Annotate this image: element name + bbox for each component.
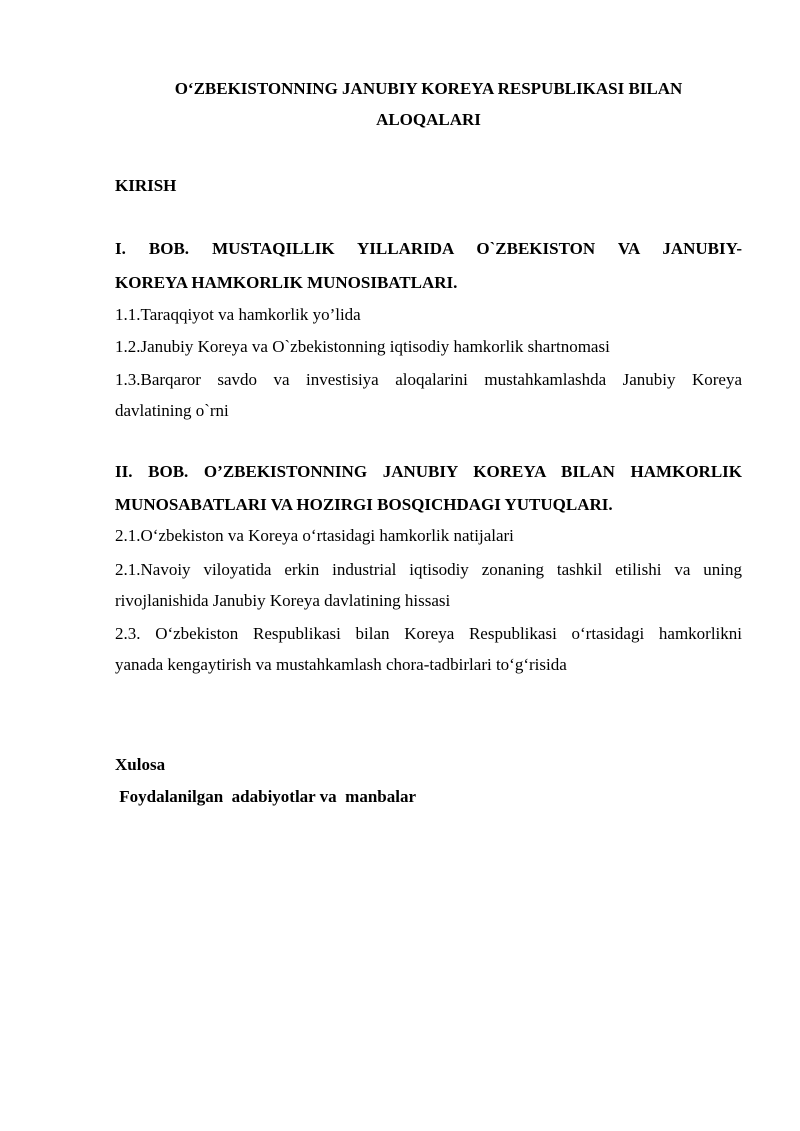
references-heading: Foydalanilgan adabiyotlar va manbalar: [115, 787, 417, 806]
chapter2-item-1: 2.1.O‘zbekiston va Koreya o‘rtasidagi hamkorlik natijalari: [115, 526, 514, 545]
chapter2-item-2-line-2: rivojlanishida Janubiy Koreya davlatining hissasi: [115, 591, 451, 610]
chapter1-item-1: 1.1.Taraqqiyot va hamkorlik yo’lida: [115, 305, 361, 324]
chapter1-item-2: 1.2.Janubiy Koreya va O`zbekistonning iqtisodiy hamkorlik shartnomasi: [115, 337, 610, 356]
conclusion-heading: Xulosa: [115, 755, 166, 774]
chapter1-heading-line-1: I. BOB. MUSTAQILLIK YILLARIDA O`ZBEKISTON VA JANUBIY-: [115, 239, 742, 258]
chapter2-item-3-line-2: yanada kengaytirish va mustahkamlash chora-tadbirlari to‘g‘risida: [115, 655, 567, 674]
chapter2-item-2-line-1: 2.1.Navoiy viloyatida erkin industrial iqtisodiy zonaning tashkil etilishi va uning: [115, 560, 742, 579]
title-line-1: O‘ZBEKISTONNING JANUBIY KOREYA RESPUBLIKASI BILAN: [174, 79, 683, 98]
chapter2-item-3-line-1: 2.3. O‘zbekiston Respublikasi bilan Koreya Respublikasi o‘rtasidagi hamkorlikni: [115, 624, 742, 643]
chapter2-heading-line-1: II. BOB. O’ZBEKISTONNING JANUBIY KOREYA BILAN HAMKORLIK: [115, 462, 742, 481]
document-title: [115, 73, 742, 135]
intro-heading: KIRISH: [115, 176, 177, 195]
chapter1-item-3-line-2: davlatining o`rni: [115, 401, 229, 420]
chapter1-item-3-line-1: 1.3.Barqaror savdo va investisiya aloqalarini mustahkamlashda Janubiy Koreya: [115, 370, 742, 389]
title-line-2: ALOQALARI: [376, 110, 481, 129]
chapter2-heading-line-2: MUNOSABATLARI VA HOZIRGI BOSQICHDAGI YUTUQLARI.: [115, 495, 613, 514]
chapter1-heading-line-2: KOREYA HAMKORLIK MUNOSIBATLARI.: [115, 273, 458, 292]
